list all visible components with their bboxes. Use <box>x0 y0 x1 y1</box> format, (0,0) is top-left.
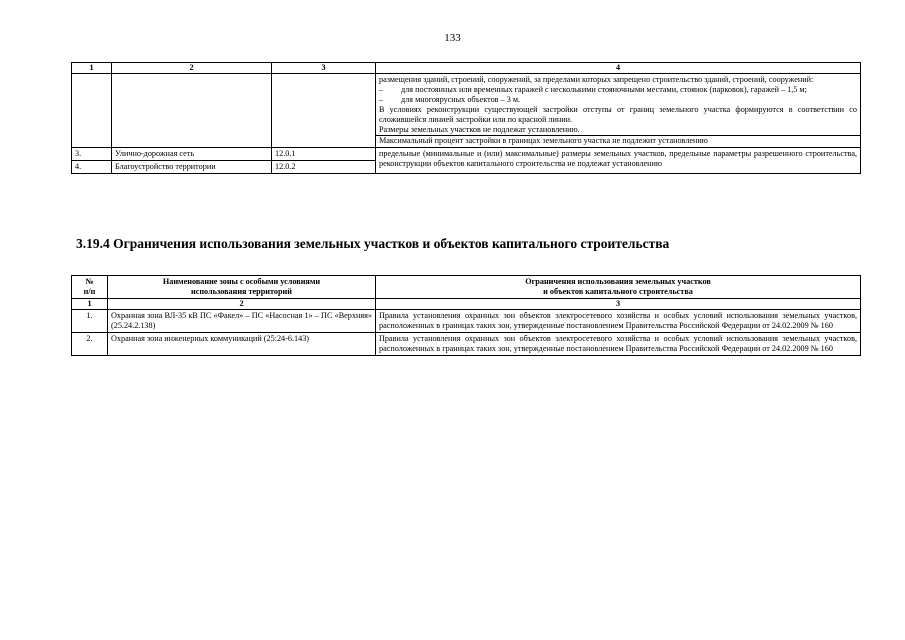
table-header-row <box>72 276 861 299</box>
row-number: 4. <box>72 161 112 174</box>
parameters-cell <box>376 74 861 148</box>
restriction-text: Правила установления охранных зон объектов электросетевого хозяйства и особых условий использования земельных участков, расположенных в границах таких зон, утвержденные постановлением Правительства Российской Федерации от 24.02.2009 № 160 <box>376 310 861 333</box>
list-item <box>379 95 857 105</box>
column-number-1: 1 <box>72 299 108 310</box>
column-number-3: 3 <box>376 299 861 310</box>
column-number-3: 3 <box>272 63 376 74</box>
table-row <box>72 74 861 148</box>
page-number: 133 <box>444 32 461 44</box>
use-name: Благоустройство территории <box>112 161 272 174</box>
list-item-text: для постоянных или временных гаражей с несколькими стояночными местами, стоянок (парковок), гаражей – 1,5 м; <box>401 85 807 94</box>
table-row <box>72 148 861 161</box>
header-line: Наименование зоны с особыми условиями <box>162 277 321 286</box>
header-line: № <box>85 277 94 286</box>
zone-name: Охранная зона ВЛ-35 кВ ПС «Факел» – ПС «Насосная 1» – ПС «Верхняя» (25.24.2.138) <box>108 310 376 333</box>
column-number-4: 4 <box>376 63 861 74</box>
header-line: и объектов капитального строительства <box>543 287 693 296</box>
paragraph: В условиях реконструкции существующей застройки отступы от границ земельного участка формируются в соответствии со сложившейся линией застройки или по красной линии. <box>379 105 857 124</box>
dash-marker: – <box>379 85 384 94</box>
zone-name: Охранная зона инженерных коммуникаций (25:24-6.143) <box>108 333 376 356</box>
column-number-2: 2 <box>112 63 272 74</box>
dash-marker: – <box>379 95 384 104</box>
use-code: 12.0.2 <box>272 161 376 174</box>
list-item <box>379 85 857 95</box>
row-number: 1. <box>72 310 108 333</box>
column-number-2: 2 <box>108 299 376 310</box>
list-item-text: для многоярусных объектов – 3 м. <box>401 95 521 104</box>
continued-paragraph: размещения зданий, строений, сооружений, за пределами которых запрещено строительство зданий, строений, сооружений: <box>379 75 814 84</box>
empty-cell <box>72 74 112 148</box>
section-heading: 3.19.4 Ограничения использования земельных участков и объектов капитального строительства <box>76 236 670 251</box>
row-number: 3. <box>72 148 112 161</box>
empty-cell <box>272 74 376 148</box>
row-number: 2. <box>72 333 108 356</box>
use-name: Улично-дорожная сеть <box>112 148 272 161</box>
column-number-row <box>72 299 861 310</box>
header-line: использования территорий <box>190 287 292 296</box>
column-number-1: 1 <box>72 63 112 74</box>
header-cell <box>108 276 376 299</box>
restriction-text: Правила установления охранных зон объектов электросетевого хозяйства и особых условий использования земельных участков, расположенных в границах таких зон, утвержденные постановлением Правительства Российской Федерации от 24.02.2009 № 160 <box>376 333 861 356</box>
empty-cell <box>112 74 272 148</box>
zoning-table <box>71 62 861 174</box>
paragraph: Максимальный процент застройки в границах земельного участка не подлежит установлению <box>376 135 860 146</box>
header-line: п/п <box>83 287 96 296</box>
header-cell <box>72 276 108 299</box>
header-cell <box>376 276 861 299</box>
table-row <box>72 310 861 333</box>
header-line: Ограничения использования земельных участков <box>525 277 711 286</box>
table-row <box>72 333 861 356</box>
merged-parameters-cell: предельные (минимальные и (или) максимальные) размеры земельных участков, предельные параметры разрешенного строительства, реконструкции объектов капитального строительства не подлежат установлению <box>376 148 861 174</box>
paragraph: Размеры земельных участков не подлежат установлению. <box>379 125 580 134</box>
restrictions-table <box>71 275 861 356</box>
table-header-row <box>72 63 861 74</box>
use-code: 12.0.1 <box>272 148 376 161</box>
